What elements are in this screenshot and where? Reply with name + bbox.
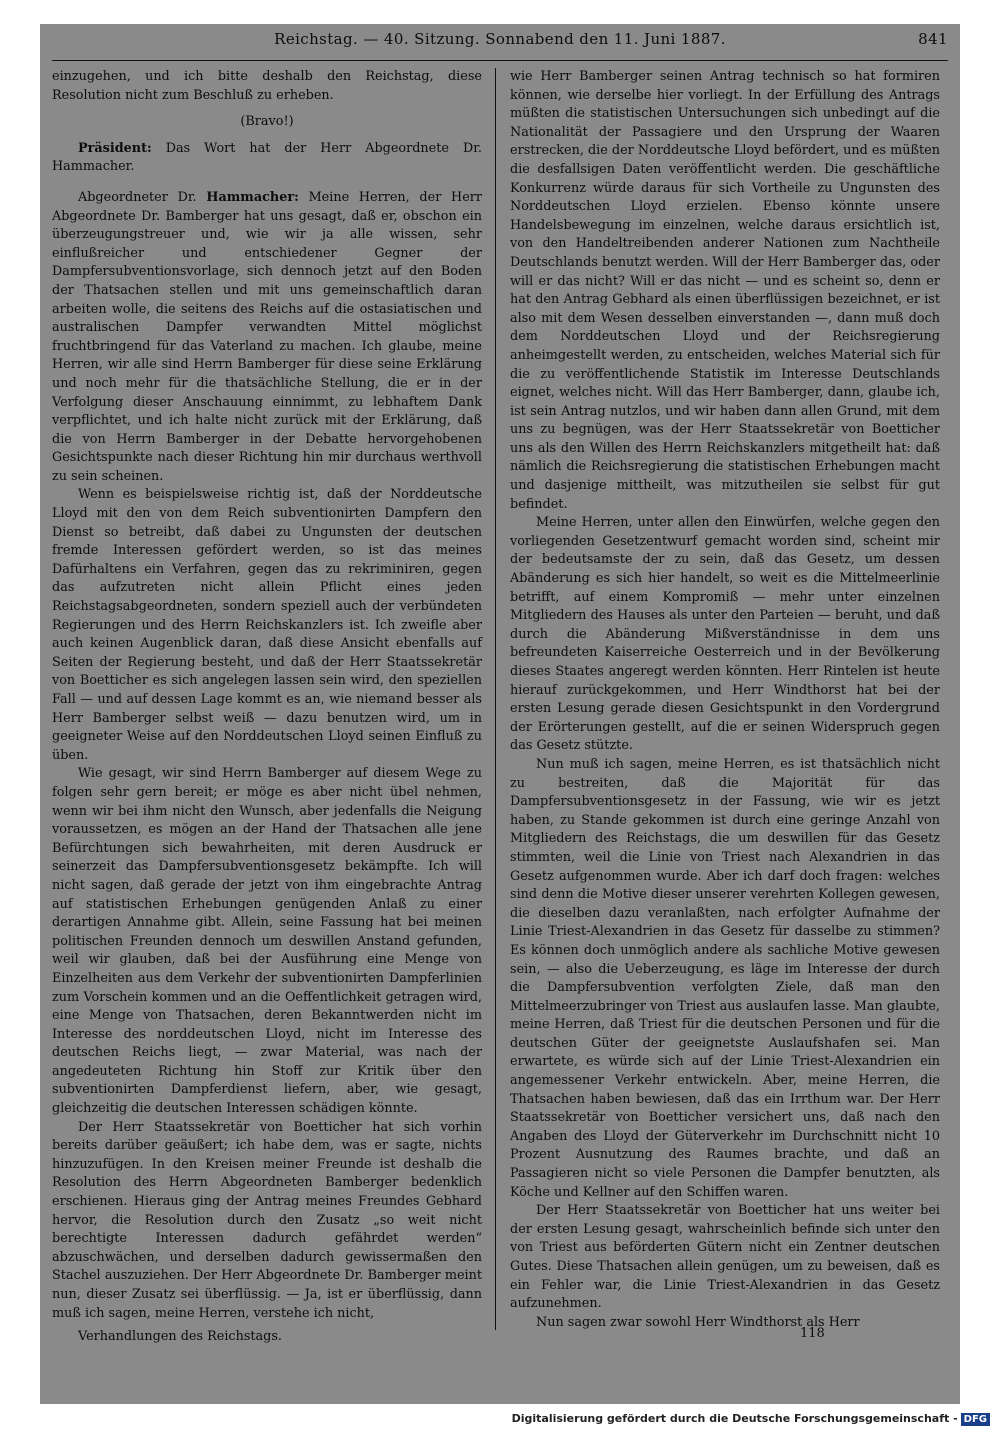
paragraph: Nun sagen zwar sowohl Herr Windthorst als Herr <box>536 1314 860 1330</box>
credit-text: Digitalisierung gefördert durch die Deutsche Forschungsgemeinschaft - <box>511 1412 958 1425</box>
header-rule <box>52 60 948 61</box>
speaker-name: Hammacher: <box>206 189 299 205</box>
sheet-signature: 118 <box>800 1326 825 1341</box>
paragraph: Meine Herren, unter allen den Einwürfen, welche gegen den vorliegenden Gesetzentwurf gemacht worden sind, scheint mir der bedeutsamste der zu sein, daß das Gesetz, um dessen Abänderung es sich hier handelt, so weit es die Mittelmeerlinie betrifft, auf einem Kompromiß — mehr unter einzelnen Mitgliedern des Hauses als unter den Parteien — beruht, und daß durch die Abänderung Mißverständnisse in dem uns befreundeten Kaiserreiche Oesterreich und in der Bevölkerung dieses Staates angeregt werden könnten. Herr Rintelen ist heute hierauf zurückgekommen, und Herr Windthorst hat bei der ersten Lesung gerade diesen Gesichtspunkt in den Vordergrund der Erörterungen gestellt, auf die er seinen Widerspruch gegen das Gesetz stützte. <box>510 515 940 754</box>
footer-source: Verhandlungen des Reichstags. <box>78 1329 282 1344</box>
paragraph: Der Herr Staatssekretär von Boetticher hat sich vorhin bereits darüber geäußert; ich habe dem, was er sagte, nichts hinzuzufügen. In den Kreisen meiner Freunde ist deshalb die Resolution des Herrn Abgeordneten Bamberger bedenklich erschienen. Hieraus ging der Antrag meines Freundes Gebhard hervor, die Resolution durch den Zusatz „so weit nicht berechtigte Interessen dadurch gefährdet werden“ abzuschwächen, und derselben dadurch gewissermaßen den Stachel auszuziehen. Der Herr Abgeordnete Dr. Bamberger meint nun, dieser Zusatz sei überflüssig. — Ja, ist er überflüssig, dann muß ich sagen, meine Herren, verstehe ich nicht, <box>52 1119 482 1321</box>
page-number: 841 <box>918 30 948 48</box>
running-title: Reichstag. — 40. Sitzung. Sonnabend den 11. Juni 1887. <box>274 30 726 48</box>
paragraph: einzugehen, und ich bitte deshalb den Reichstag, diese Resolution nicht zum Beschluß zu erheben. <box>52 69 482 103</box>
dfg-logo: DFG <box>961 1413 990 1426</box>
paragraph-gap <box>52 177 482 189</box>
speech-paragraph <box>52 140 482 177</box>
right-column <box>510 68 940 1332</box>
scanned-page <box>40 24 960 1404</box>
speech-text: Das Wort hat der Herr Abgeordnete Dr. Hammacher. <box>52 140 482 175</box>
page-header <box>40 30 960 58</box>
speaker-role: Abgeordneter Dr. <box>78 189 197 205</box>
column-divider <box>495 68 496 1330</box>
paragraph: Wie gesagt, wir sind Herrn Bamberger auf diesem Wege zu folgen sehr gern bereit; er möge es aber nicht übel nehmen, wenn wir bei ihm nicht den Wunsch, aber jedenfalls die Neigung voraussetzen, es mögen an der Hand der Thatsachen alle jene Befürchtungen sich bewahrheiten, mit deren Ausdruck er seinerzeit das Dampfersubventionsgesetz bekämpfte. Ich will nicht sagen, daß gerade der jetzt von ihm eingebrachte Antrag auf statistischen Erhebungen genügenden Anlaß zu einer derartigen Annahme gibt. Allein, seine Fassung hat bei meinen politischen Freunden dennoch um deswillen Anstand gefunden, weil wir glauben, daß bei der Ausführung eine Menge von Einzelheiten aus dem Verkehr der subventionirten Dampferlinien zum Vorschein kommen und an die Oeffentlichkeit getragen wird, eine Menge von Thatsachen, deren Bekanntwerden nicht im Interesse des norddeutschen Lloyd, nicht im Interesse des deutschen Reichs liegt, — zwar Material, was nach der angedeuteten Richtung hin Stoff zur Kritik über den subventionirten Dampferdienst liefern, aber, wie gesagt, gleichzeitig die deutschen Interessen schädigen könnte. <box>52 766 482 1117</box>
digitization-credit <box>512 1412 990 1426</box>
paragraph: Nun muß ich sagen, meine Herren, es ist thatsächlich nicht zu bestreiten, daß die Majorität für das Dampfersubventionsgesetz in der Fassung, wie wir es jetzt haben, zu Stande gekommen ist durch eine geringe Anzahl von Mitgliedern des Reichstags, die um deswillen für das Gesetz stimmten, weil die Linie von Triest nach Alexandrien in das Gesetz aufgenommen wurde. Aber ich darf doch fragen: welches sind denn die Motive dieser unserer verehrten Kollegen gewesen, die dieselben dazu veranlaßten, nach erfolgter Aufnahme der Linie Triest-Alexandrien in das Gesetz für dasselbe zu stimmen? Es können doch unmöglich andere als sachliche Motive gewesen sein, — also die Ueberzeugung, es läge im Interesse der durch die Dampfersubvention verfolgten Ziele, daß man den Mittelmeerzubringer von Triest aus auslaufen lasse. Man glaubte, meine Herren, daß Triest für die deutschen Personen und für die deutschen Güter der geeignetste Auslaufshafen sei. Man erwartete, es würde sich auf der Linie Triest-Alexandrien ein angemessener Verkehr entwickeln. Aber, meine Herren, die Thatsachen haben bewiesen, daß das ein Irrthum war. Der Herr Staatssekretär von Boetticher versichert uns, daß nach den Angaben des Lloyd der Güterverkehr im Durchschnitt nicht 10 Prozent Ausnutzung des Raumes brachte, und daß an Passagieren nicht so viele Personen die Dampfer benutzten, als Köche und Kellner auf den Schiffen waren. <box>510 756 940 1200</box>
paragraph: Der Herr Staatssekretär von Boetticher hat uns weiter bei der ersten Lesung gesagt, wahrscheinlich befinde sich unter den von Triest aus beförderten Gütern nicht ein Zentner deutschen Gutes. Diese Thatsachen allein genügen, um zu beweisen, daß es ein Fehler war, die Linie Triest-Alexandrien in das Gesetz aufzunehmen. <box>510 1203 940 1312</box>
paragraph: wie Herr Bamberger seinen Antrag technisch so hat formiren können, wie derselbe hier vorliegt. In der Erfüllung des Antrags müßten die statistischen Untersuchungen sich unbedingt auf die Nationalität der Passagiere und den Ursprung der Waaren erstrecken, die der Norddeutsche Lloyd befördert, und es müßten die desfallsigen Daten veröffentlicht werden. Die geschäftliche Konkurrenz würde daraus für sich Vortheile zu Ungunsten des Norddeutschen Lloyd erzielen. Ebenso könnte unsere Handelsbewegung im einzelnen, welche daraus ersichtlich ist, von den Handeltreibenden anderer Nationen zum Nachtheile Deutschlands benutzt werden. Will der Herr Bamberger das, oder will er das nicht? Will er das nicht — und es scheint so, denn er hat den Antrag Gebhard als einen überflüssigen bezeichnet, er ist also mit dem Wesen desselben einverstanden —, dann muß doch dem Norddeutschen Lloyd und der Reichsregierung anheimgestellt werden, zu entscheiden, welches Material sich für die zu veröffentlichende Statistik im Interesse Deutschlands eignet, welches nicht. Will das Herr Bamberger, dann, glaube ich, ist sein Antrag nutzlos, und wir haben dann allen Grund, mit dem uns zu begnügen, was der Herr Staatssekretär von Boetticher uns als den Willen des Herrn Reichskanzlers mitgetheilt hat: daß nämlich die Reichsregierung die statistischen Erhebungen macht und dasjenige mittheilt, was mitzutheilen sie selbst für gut befindet. <box>510 69 940 512</box>
paragraph: Wenn es beispielsweise richtig ist, daß der Norddeutsche Lloyd mit den von dem Reich subventionirten Dampfern den Dienst so betreibt, daß dabei zu Ungunsten der deutschen fremde Interessen gefördert werden, so ist das meines Dafürhaltens ein Verfahren, gegen das zu rekriminiren, gegen das aufzutreten nicht allein Pflicht eines jeden Reichstagsabgeordneten, sondern speziell auch der verbündeten Regierungen und des Herrn Reichskanzlers ist. Ich zweifle aber auch keinen Augenblick daran, daß diese Ansicht ebenfalls auf Seiten der Regierung besteht, und daß der Herr Staatssekretär von Boetticher es sich angelegen lassen sein wird, den speziellen Fall — und auf dessen Lage kommt es an, wie niemand besser als Herr Bamberger selbst weiß — dazu benutzen wird, um in geeigneter Weise auf den Norddeutschen Lloyd seinen Einfluß zu üben. <box>52 487 482 763</box>
left-column <box>52 68 482 1323</box>
speech-text: Meine Herren, der Herr Abgeordnete Dr. Bamberger hat uns gesagt, daß er, obschon ein überzeugungstreuer und, wie wir ja alle wissen, sehr einflußreicher und entschiedener Gegner der Dampfersubventionsvorlage, sich dennoch jetzt auf den Boden der Thatsachen stellen und mit uns gemeinschaftlich daran arbeiten wolle, die seitens des Reichs auf die ostasiatischen und australischen Dampfer verwandten Mittel möglichst fruchtbringend für das Vaterland zu machen. Ich glaube, meine Herren, wir alle sind Herrn Bamberger für diese seine Erklärung und noch mehr für die thatsächliche Stellung, die er in der Verfolgung dieser Anschauung einnimmt, zu lebhaftem Dank verpflichtet, und ich halte nicht zurück mit der Erklärung, daß die von Herrn Bamberger in der Debatte hervorgehobenen Gesichtspunkte nach dieser Richtung hin mir durchaus werthvoll zu sein scheinen. <box>52 189 483 484</box>
speaker-name: Präsident: <box>78 140 152 156</box>
interjection: (Bravo!) <box>240 114 294 130</box>
speech-paragraph <box>52 189 482 487</box>
